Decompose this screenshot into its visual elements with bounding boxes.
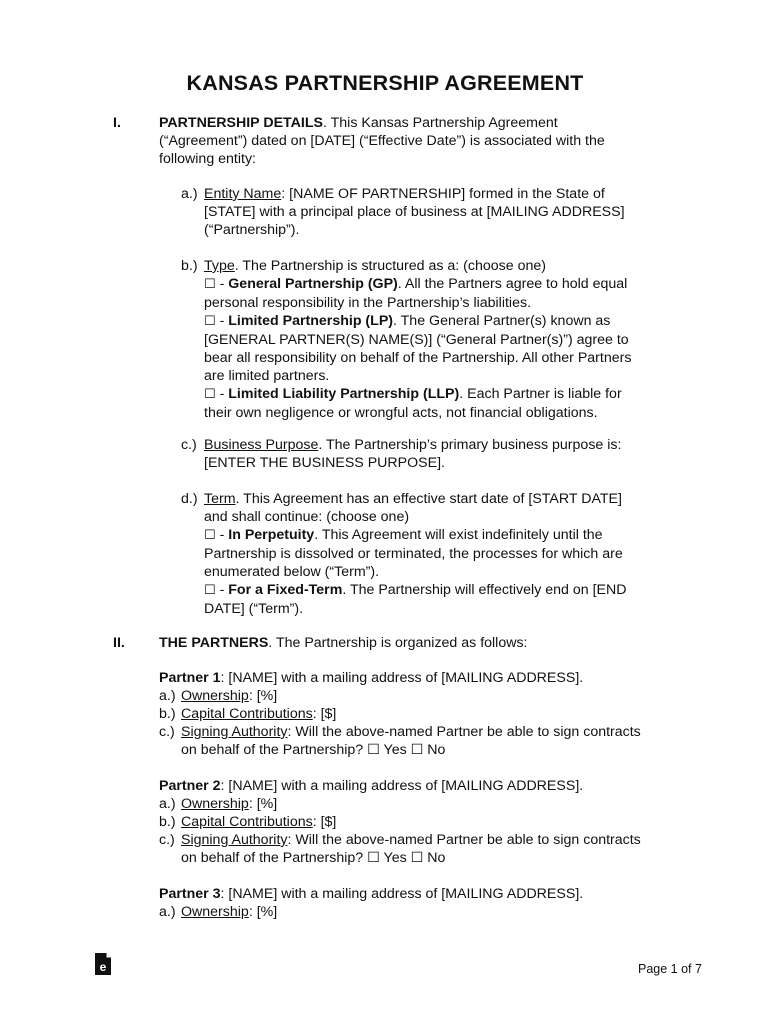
section-number: I. — [113, 115, 121, 131]
section-number: II. — [113, 635, 125, 651]
section-the-partners: THE PARTNERS. The Partnership is organized as follows: — [159, 635, 528, 651]
checkbox-limited-liability-partnership[interactable]: ☐ — [204, 387, 216, 402]
partner-block: Partner 2: [NAME] with a mailing address of [MAILING ADDRESS]. a.) Ownership: [%] b.) Capital Contributions: [$] c.) Signing Authority: Will the above-named Partner be able to sign contracts on behalf of the Partnership? ☐ Yes ☐ No — [159, 778, 641, 866]
list-item-type: b.) Type. The Partnership is structured as a: (choose one) ☐ - General Partnership (GP). All the Partners agree to hold equal personal responsibility in the Partnership’s liabilities. ☐ - Limited Partnership (LP). The General Partner(s) known as [GENERAL PARTNER(S) NAME(S)] (“General Partner(s)”) agree to bear all responsibility on behalf of the Partnership. All other Partners are limited partners. ☐ - Limited Liability Partnership (LLP). Each Partner is liable for their own negligence or wrongful acts, not financial obligations. — [181, 258, 632, 421]
section-heading: THE PARTNERS — [159, 635, 269, 651]
svg-text:e: e — [99, 960, 107, 974]
page-number: Page 1 of 7 — [638, 962, 702, 976]
checkbox-limited-partnership[interactable]: ☐ — [204, 314, 216, 329]
list-item-entity-name: a.) Entity Name: [NAME OF PARTNERSHIP] formed in the State of [STATE] with a principal place of business at [MAILING ADDRESS] (“Partnership”). — [181, 186, 625, 238]
list-item-term: d.) Term. This Agreement has an effective start date of [START DATE] and shall continue: (choose one) ☐ - In Perpetuity. This Agreement will exist indefinitely until the Partnership is dissolved or terminated, the processes for which are enumerated below (“Term”). ☐ - For a Fixed-Term. The Partnership will effectively end on [END DATE] (“Term”). — [181, 491, 627, 617]
partner-block: Partner 3: [NAME] with a mailing address of [MAILING ADDRESS]. a.) Ownership: [%] — [159, 886, 584, 920]
partner-block: Partner 1: [NAME] with a mailing address of [MAILING ADDRESS]. a.) Ownership: [%] b.) Capital Contributions: [$] c.) Signing Authority: Will the above-named Partner be able to sign contracts on behalf of the Partnership? ☐ Yes ☐ No — [159, 670, 641, 758]
list-item-business-purpose: c.) Business Purpose. The Partnership’s primary business purpose is: [ENTER THE BUSINESS PURPOSE]. — [181, 437, 622, 471]
checkbox-in-perpetuity[interactable]: ☐ — [204, 528, 216, 543]
eforms-logo-icon — [94, 952, 112, 976]
section-partnership-details: PARTNERSHIP DETAILS. This Kansas Partnership Agreement (“Agreement”) dated on [DATE] (“Effective Date”) is associated with the following entity: — [159, 115, 605, 167]
document-title: KANSAS PARTNERSHIP AGREEMENT — [186, 71, 584, 95]
checkbox-general-partnership[interactable]: ☐ — [204, 277, 216, 292]
checkbox-fixed-term[interactable]: ☐ — [204, 583, 216, 598]
section-heading: PARTNERSHIP DETAILS — [159, 115, 323, 131]
